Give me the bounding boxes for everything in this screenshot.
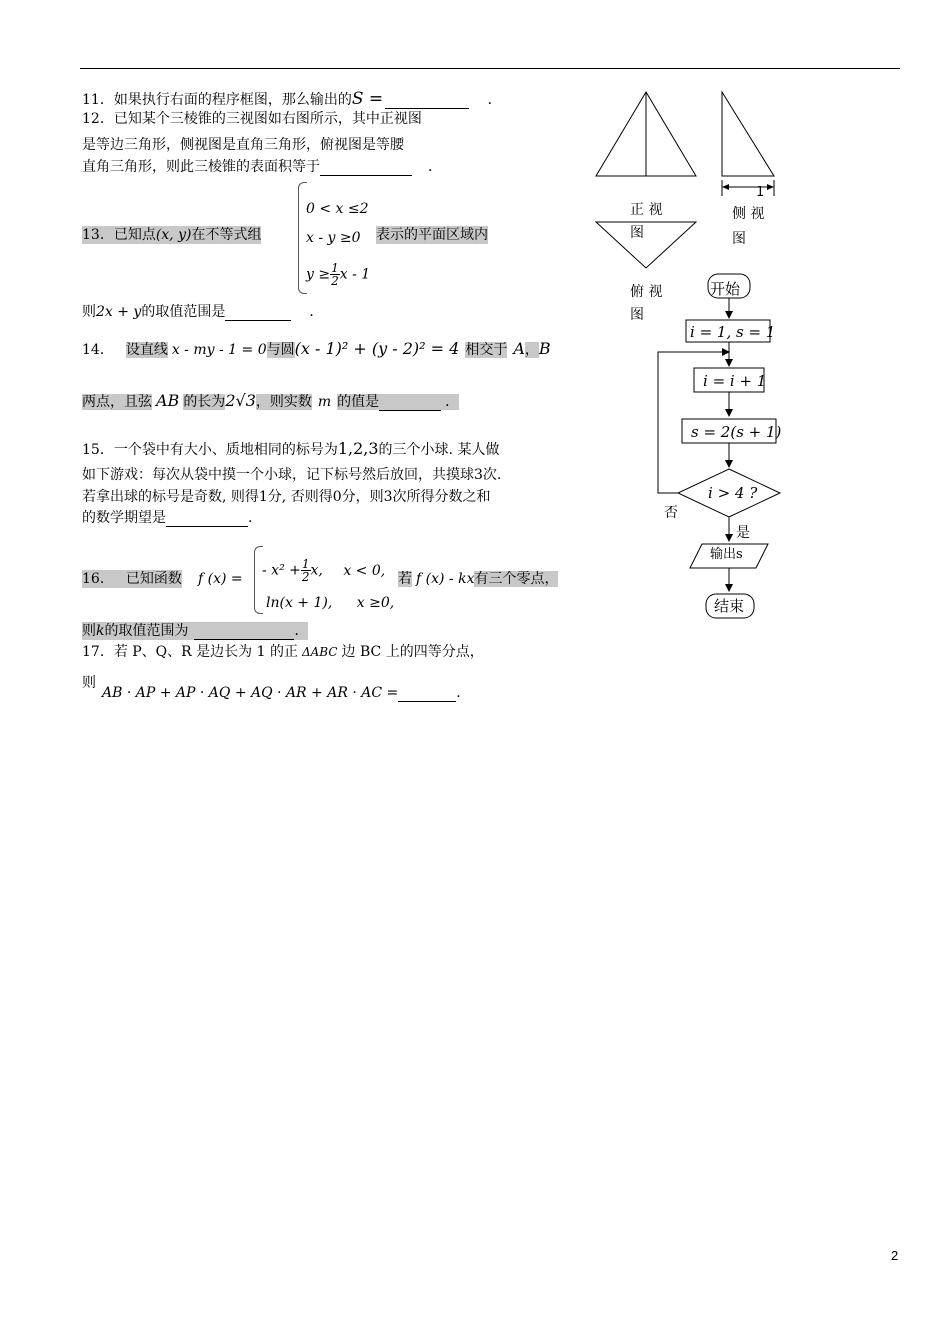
problem-16-lead: 16． 已知函数 [82,571,182,587]
flowchart [650,268,790,628]
problem-13-lead: 13．已知点(x, y)在不等式组 [82,227,262,243]
problem-12-line1: 12．已知某个三棱锥的三视图如右图所示，其中正视图 [82,111,422,127]
front-view-label: 正 视 [630,202,663,218]
side-view-label: 侧 视 [732,206,765,222]
problem-15-line1: 15．一个袋中有大小、质地相同的标号为1,2,3的三个小球. 某人做 [82,439,500,458]
flow-yes-label: 是 [736,525,750,541]
function-f: f (x) = [198,571,243,587]
problem-15-line2: 如下游戏：每次从袋中摸一个小球，记下标号然后放回，共摸球3次. [82,467,502,483]
front-view-label-2: 图 [630,225,644,241]
inequality-3: y ≥ $\frac{1}{2}$ x - 1 [306,261,371,288]
flow-update-label: s = 2(s + 1) [691,423,782,441]
top-view-label: 俯 视 [630,284,663,300]
top-view-label-2: 图 [630,307,644,323]
flow-start-label: 开始 [710,280,741,298]
flow-condition-label: i > 4 ? [708,484,758,502]
inequality-2: x - y ≥0 [306,230,361,246]
top-view-triangle [596,222,696,268]
problem-17-expr: AB · AP + AP · AQ + AQ · AR + AR · AC = . [102,685,461,701]
problem-12-line3: 直角三角形，则此三棱锥的表面积等于 ． [82,159,442,175]
flow-increment-label: i = i + 1 [703,372,767,390]
side-view-label-2: 图 [732,231,746,247]
flow-output-label: 输出s [710,547,743,562]
problem-14-line1: 14． 设直线 x - my - 1 = 0与圆(x - 1)² + (y - 2)² = 4 相交于 A，B [82,339,551,358]
problem-11: 11．如果执行右面的程序框图，那么输出的S = ． [82,89,502,109]
problem-17-line2: 则 [82,675,96,691]
case-2: ln(x + 1), x ≥0, [266,595,395,611]
page-number: 2 [891,1248,899,1263]
side-dimension-label: 1 [756,185,765,200]
flow-end-label: 结束 [714,597,745,615]
problem-13-tail: 表示的平面区域内 [376,227,488,243]
header-rule [80,68,900,69]
problem-15-line3: 若拿出球的标号是奇数, 则得1分, 否则得0分，则3次所得分数之和 [82,489,491,505]
problem-13-line2: 则2x + y的取值范围是 ． [82,304,324,320]
problem-17-line1: 17．若 P、Q、R 是边长为 1 的正 ΔABC 边 BC 上的四等分点， [82,644,484,660]
problem-16-line2: 则k的取值范围为 ． [82,623,309,639]
problem-14-line2: 两点，且弦 AB 的长为2√3，则实数 m 的值是 ． [82,391,460,410]
flow-init-label: i = 1, s = 1 [690,323,776,341]
side-view-triangle [722,92,774,176]
flow-no-label: 否 [664,505,678,521]
problem-15-line4: 的数学期望是 . [82,510,253,526]
inequality-1: 0 < x ≤2 [306,201,369,217]
case-1: - x² + $\frac{1}{2}$ x, x < 0, [262,557,386,584]
problem-12-line2: 是等边三角形，侧视图是直角三角形，俯视图是等腰 [82,137,404,153]
problem-16-tail: 若 f (x) - kx有三个零点， [398,571,559,587]
